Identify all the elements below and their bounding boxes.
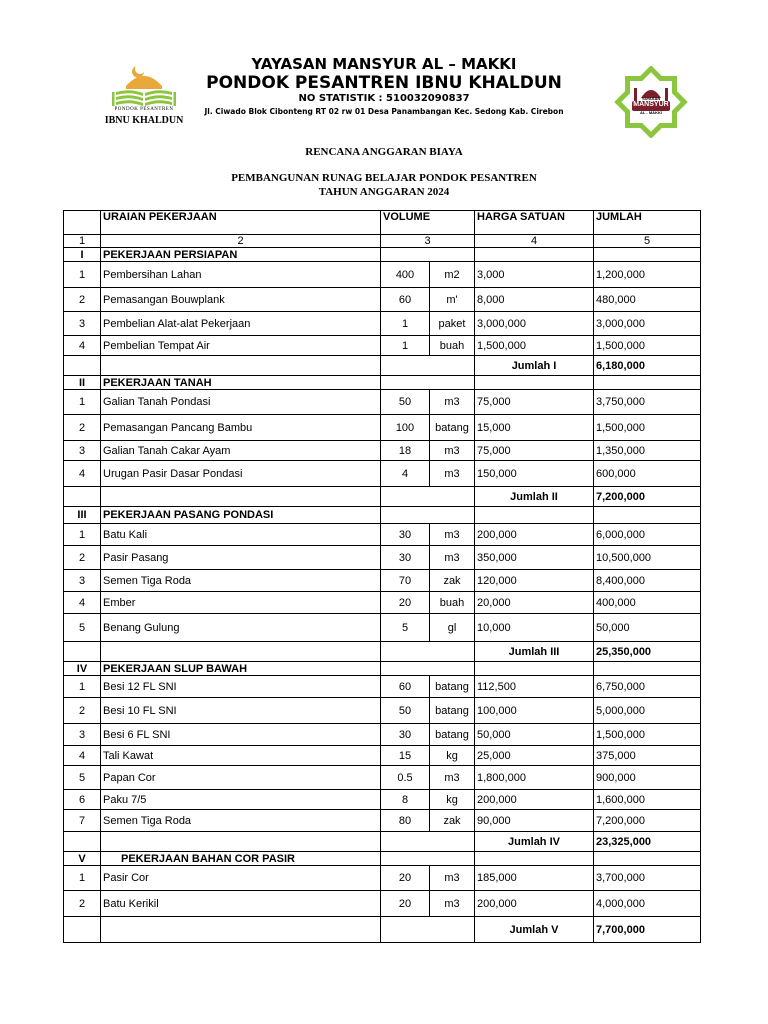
item-unit-price: 185,000 <box>475 866 594 891</box>
header-description: URAIAN PEKERJAAN <box>101 211 381 235</box>
item-total: 3,000,000 <box>594 312 701 336</box>
item-volume: 5 <box>381 614 430 642</box>
item-total: 6,750,000 <box>594 676 701 698</box>
header-volume: VOLUME <box>381 211 475 235</box>
column-number: 1 <box>64 235 101 248</box>
item-volume: 60 <box>381 288 430 312</box>
empty-cell <box>594 507 701 524</box>
subtotal-label: Jumlah V <box>475 917 594 943</box>
section-number: IV <box>64 662 101 676</box>
logo-right-mid-text: MANSYUR <box>633 101 669 108</box>
item-unit: batang <box>430 698 475 724</box>
item-unit-price: 350,000 <box>475 546 594 570</box>
item-number: 4 <box>64 461 101 487</box>
section-title: PEKERJAAN PERSIAPAN <box>101 248 381 262</box>
table-row <box>64 546 701 570</box>
item-volume: 400 <box>381 262 430 288</box>
item-number: 5 <box>64 766 101 790</box>
table-row <box>64 614 701 642</box>
item-volume: 70 <box>381 570 430 592</box>
item-description: Semen Tiga Roda <box>101 810 381 832</box>
item-unit: m2 <box>430 262 475 288</box>
item-number: 2 <box>64 546 101 570</box>
item-unit: m3 <box>430 866 475 891</box>
item-volume: 80 <box>381 810 430 832</box>
item-total: 5,000,000 <box>594 698 701 724</box>
logo-right-top-text: YAYASAN <box>641 96 661 101</box>
column-number: 3 <box>381 235 475 248</box>
item-number: 4 <box>64 336 101 356</box>
item-total: 900,000 <box>594 766 701 790</box>
table-row <box>64 441 701 461</box>
item-number: 5 <box>64 614 101 642</box>
table-row <box>64 724 701 746</box>
table-row <box>64 312 701 336</box>
section-title-row <box>64 852 701 866</box>
item-number: 4 <box>64 592 101 614</box>
table-row <box>64 415 701 441</box>
subtotal-label: Jumlah I <box>475 356 594 376</box>
subtotal-row <box>64 642 701 662</box>
document-title: RENCANA ANGGARAN BIAYA <box>305 146 463 158</box>
item-volume: 8 <box>381 790 430 810</box>
item-volume: 1 <box>381 336 430 356</box>
item-number: 3 <box>64 312 101 336</box>
table-header-row <box>64 211 701 235</box>
item-volume: 30 <box>381 724 430 746</box>
item-volume: 60 <box>381 676 430 698</box>
table-row <box>64 570 701 592</box>
item-unit: kg <box>430 746 475 766</box>
empty-cell <box>381 662 475 676</box>
table-row <box>64 461 701 487</box>
item-unit-price: 50,000 <box>475 724 594 746</box>
subtotal-value: 25,350,000 <box>594 642 701 662</box>
item-unit: m3 <box>430 390 475 415</box>
item-unit: m3 <box>430 461 475 487</box>
header-total: JUMLAH <box>594 211 701 235</box>
empty-cell <box>594 852 701 866</box>
item-unit-price: 100,000 <box>475 698 594 724</box>
item-unit-price: 75,000 <box>475 441 594 461</box>
item-unit: buah <box>430 592 475 614</box>
item-volume: 15 <box>381 746 430 766</box>
empty-cell <box>594 376 701 390</box>
item-volume: 50 <box>381 698 430 724</box>
table-row <box>64 810 701 832</box>
item-description: Galian Tanah Cakar Ayam <box>101 441 381 461</box>
item-unit: m3 <box>430 524 475 546</box>
item-description: Pasir Cor <box>101 866 381 891</box>
empty-cell <box>594 248 701 262</box>
item-unit-price: 120,000 <box>475 570 594 592</box>
item-unit: paket <box>430 312 475 336</box>
empty-cell <box>381 917 475 943</box>
item-volume: 0.5 <box>381 766 430 790</box>
subtotal-value: 7,700,000 <box>594 917 701 943</box>
item-volume: 18 <box>381 441 430 461</box>
item-number: 2 <box>64 698 101 724</box>
item-description: Pemasangan Pancang Bambu <box>101 415 381 441</box>
item-unit-price: 3,000 <box>475 262 594 288</box>
item-description: Pembersihan Lahan <box>101 262 381 288</box>
item-unit-price: 25,000 <box>475 746 594 766</box>
item-unit-price: 200,000 <box>475 891 594 917</box>
section-title: PEKERJAAN BAHAN COR PASIR <box>101 852 381 866</box>
item-number: 2 <box>64 288 101 312</box>
item-unit-price: 20,000 <box>475 592 594 614</box>
empty-cell <box>101 642 381 662</box>
empty-cell <box>381 356 475 376</box>
column-number: 2 <box>101 235 381 248</box>
item-total: 1,600,000 <box>594 790 701 810</box>
empty-cell <box>381 832 475 852</box>
section-title: PEKERJAAN TANAH <box>101 376 381 390</box>
item-unit: m3 <box>430 766 475 790</box>
section-title-row <box>64 248 701 262</box>
table-row <box>64 336 701 356</box>
empty-cell <box>64 917 101 943</box>
item-number: 3 <box>64 441 101 461</box>
section-number: II <box>64 376 101 390</box>
item-description: Besi 6 FL SNI <box>101 724 381 746</box>
document-subtitle: PEMBANGUNAN RUNAG BELAJAR PONDOK PESANTREN <box>231 172 537 184</box>
section-title-row <box>64 376 701 390</box>
item-volume: 4 <box>381 461 430 487</box>
empty-cell <box>381 376 475 390</box>
empty-cell <box>381 507 475 524</box>
item-total: 1,500,000 <box>594 415 701 441</box>
item-total: 1,200,000 <box>594 262 701 288</box>
document-year: TAHUN ANGGARAN 2024 <box>318 186 450 198</box>
item-unit: buah <box>430 336 475 356</box>
item-description: Pembelian Tempat Air <box>101 336 381 356</box>
item-number: 6 <box>64 790 101 810</box>
empty-cell <box>381 487 475 507</box>
item-total: 1,500,000 <box>594 724 701 746</box>
item-number: 3 <box>64 724 101 746</box>
subtotal-row <box>64 356 701 376</box>
item-unit-price: 112,500 <box>475 676 594 698</box>
table-row <box>64 790 701 810</box>
item-unit-price: 200,000 <box>475 524 594 546</box>
empty-cell <box>64 487 101 507</box>
item-total: 4,000,000 <box>594 891 701 917</box>
item-unit: m3 <box>430 546 475 570</box>
item-total: 1,350,000 <box>594 441 701 461</box>
item-number: 3 <box>64 570 101 592</box>
item-description: Pemasangan Bouwplank <box>101 288 381 312</box>
item-description: Galian Tanah Pondasi <box>101 390 381 415</box>
item-unit: batang <box>430 676 475 698</box>
item-number: 1 <box>64 262 101 288</box>
table-row <box>64 262 701 288</box>
item-number: 2 <box>64 891 101 917</box>
table-row <box>64 746 701 766</box>
item-number: 1 <box>64 524 101 546</box>
item-volume: 30 <box>381 546 430 570</box>
column-number-row <box>64 235 701 248</box>
table-row <box>64 698 701 724</box>
item-unit: zak <box>430 570 475 592</box>
item-unit-price: 75,000 <box>475 390 594 415</box>
table-row <box>64 676 701 698</box>
subtotal-label: Jumlah II <box>475 487 594 507</box>
item-unit: gl <box>430 614 475 642</box>
item-description: Batu Kali <box>101 524 381 546</box>
item-unit-price: 10,000 <box>475 614 594 642</box>
subtotal-row <box>64 917 701 943</box>
empty-cell <box>101 832 381 852</box>
subtotal-value: 23,325,000 <box>594 832 701 852</box>
item-volume: 20 <box>381 592 430 614</box>
subtotal-row <box>64 487 701 507</box>
subtotal-value: 7,200,000 <box>594 487 701 507</box>
empty-cell <box>101 487 381 507</box>
column-number: 4 <box>475 235 594 248</box>
item-number: 1 <box>64 866 101 891</box>
item-total: 10,500,000 <box>594 546 701 570</box>
empty-cell <box>475 248 594 262</box>
table-row <box>64 288 701 312</box>
subtotal-label: Jumlah III <box>475 642 594 662</box>
section-title-row <box>64 507 701 524</box>
subtotal-label: Jumlah IV <box>475 832 594 852</box>
item-total: 480,000 <box>594 288 701 312</box>
empty-cell <box>64 832 101 852</box>
item-volume: 100 <box>381 415 430 441</box>
item-total: 8,400,000 <box>594 570 701 592</box>
item-unit-price: 3,000,000 <box>475 312 594 336</box>
budget-table <box>63 210 701 943</box>
item-description: Benang Gulung <box>101 614 381 642</box>
item-unit-price: 15,000 <box>475 415 594 441</box>
item-description: Besi 10 FL SNI <box>101 698 381 724</box>
item-total: 375,000 <box>594 746 701 766</box>
school-name: PONDOK PESANTREN IBNU KHALDUN <box>206 73 562 93</box>
item-number: 1 <box>64 676 101 698</box>
header-unit-price: HARGA SATUAN <box>475 211 594 235</box>
item-total: 3,700,000 <box>594 866 701 891</box>
section-title-row <box>64 662 701 676</box>
table-row <box>64 866 701 891</box>
school-address: Jl. Ciwado Blok Cibonteng RT 02 rw 01 Desa Panambangan Kec. Sedong Kab. Cirebon <box>204 107 564 116</box>
item-description: Semen Tiga Roda <box>101 570 381 592</box>
subtotal-value: 6,180,000 <box>594 356 701 376</box>
item-total: 400,000 <box>594 592 701 614</box>
item-unit-price: 150,000 <box>475 461 594 487</box>
section-number: III <box>64 507 101 524</box>
item-total: 600,000 <box>594 461 701 487</box>
item-number: 4 <box>64 746 101 766</box>
foundation-name: YAYASAN MANSYUR AL – MAKKI <box>251 55 517 73</box>
logo-caption-big: IBNU KHALDUN <box>104 115 184 126</box>
empty-cell <box>475 662 594 676</box>
section-title: PEKERJAAN SLUP BAWAH <box>101 662 381 676</box>
item-unit-price: 8,000 <box>475 288 594 312</box>
item-number: 1 <box>64 390 101 415</box>
logo-caption-small: PONDOK PESANTREN <box>114 107 174 112</box>
empty-cell <box>64 642 101 662</box>
item-volume: 20 <box>381 866 430 891</box>
item-unit: zak <box>430 810 475 832</box>
item-unit: batang <box>430 724 475 746</box>
empty-cell <box>64 356 101 376</box>
empty-cell <box>475 852 594 866</box>
logo-right-bottom-text: AL - MAKKI <box>640 110 662 115</box>
item-description: Pasir Pasang <box>101 546 381 570</box>
item-description: Paku 7/5 <box>101 790 381 810</box>
item-volume: 20 <box>381 891 430 917</box>
item-description: Urugan Pasir Dasar Pondasi <box>101 461 381 487</box>
statistic-number: NO STATISTIK : 510032090837 <box>298 93 470 104</box>
empty-cell <box>381 248 475 262</box>
item-description: Papan Cor <box>101 766 381 790</box>
empty-cell <box>381 852 475 866</box>
section-title: PEKERJAAN PASANG PONDASI <box>101 507 381 524</box>
item-description: Tali Kawat <box>101 746 381 766</box>
item-volume: 1 <box>381 312 430 336</box>
item-unit: m' <box>430 288 475 312</box>
table-row <box>64 592 701 614</box>
item-unit-price: 90,000 <box>475 810 594 832</box>
empty-cell <box>594 662 701 676</box>
item-volume: 50 <box>381 390 430 415</box>
item-number: 7 <box>64 810 101 832</box>
item-unit-price: 1,500,000 <box>475 336 594 356</box>
item-total: 6,000,000 <box>594 524 701 546</box>
column-number: 5 <box>594 235 701 248</box>
item-volume: 30 <box>381 524 430 546</box>
item-total: 1,500,000 <box>594 336 701 356</box>
item-number: 2 <box>64 415 101 441</box>
item-total: 50,000 <box>594 614 701 642</box>
empty-cell <box>101 356 381 376</box>
item-unit: batang <box>430 415 475 441</box>
item-total: 3,750,000 <box>594 390 701 415</box>
subtotal-row <box>64 832 701 852</box>
table-row <box>64 766 701 790</box>
section-number: I <box>64 248 101 262</box>
item-total: 7,200,000 <box>594 810 701 832</box>
empty-cell <box>475 507 594 524</box>
item-description: Pembelian Alat-alat Pekerjaan <box>101 312 381 336</box>
header-no <box>64 211 101 235</box>
empty-cell <box>381 642 475 662</box>
section-number: V <box>64 852 101 866</box>
empty-cell <box>475 376 594 390</box>
empty-cell <box>101 917 381 943</box>
item-description: Batu Kerikil <box>101 891 381 917</box>
item-unit-price: 200,000 <box>475 790 594 810</box>
item-unit: m3 <box>430 891 475 917</box>
item-unit: kg <box>430 790 475 810</box>
table-row <box>64 390 701 415</box>
table-row <box>64 891 701 917</box>
item-unit: m3 <box>430 441 475 461</box>
item-description: Ember <box>101 592 381 614</box>
table-row <box>64 524 701 546</box>
item-description: Besi 12 FL SNI <box>101 676 381 698</box>
item-unit-price: 1,800,000 <box>475 766 594 790</box>
